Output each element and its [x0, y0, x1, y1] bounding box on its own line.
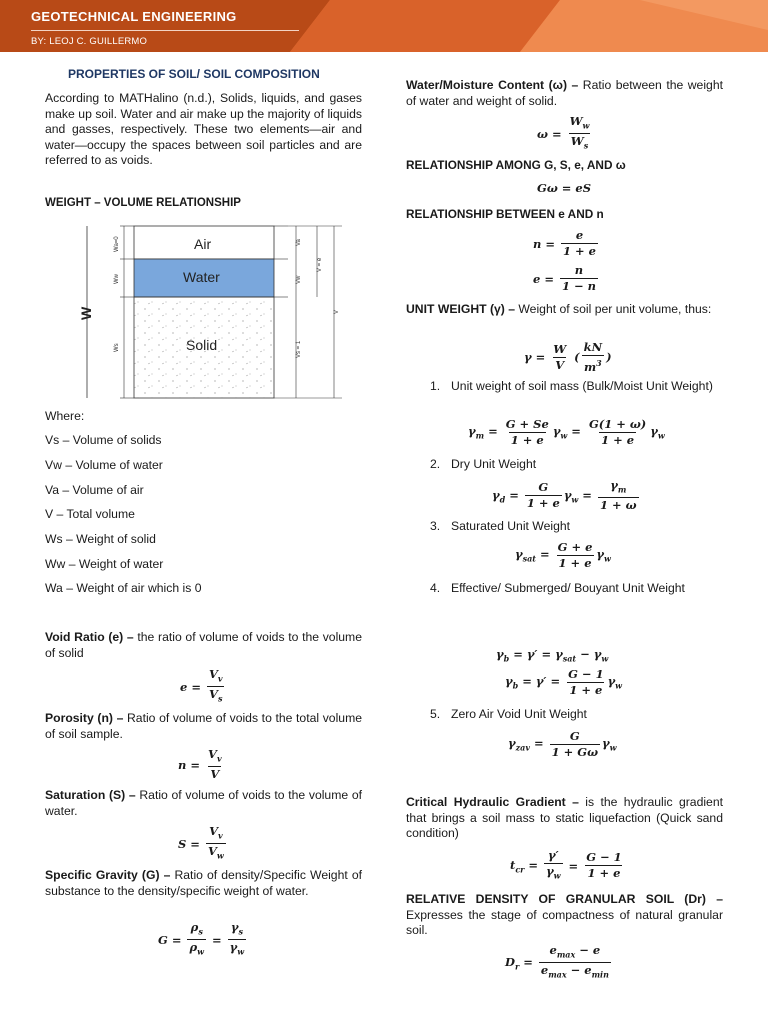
vw-label: Vw: [296, 275, 302, 284]
porosity-term: Porosity (n) –: [45, 711, 124, 725]
void-ratio-desc: the ratio of volume of voids to the volume of solid: [45, 630, 362, 660]
critical-gradient-paragraph: [406, 795, 723, 842]
definition-item: Ws – Weight of solid: [45, 532, 156, 546]
vs-label: Vs = 1: [296, 340, 302, 358]
unit-weight-desc: Weight of soil per unit volume, thus:: [515, 302, 712, 316]
list-item: 5. Zero Air Void Unit Weight: [430, 707, 587, 721]
buoyant-unit-weight-formula-2: $\gamma_b = \gamma'$ = $\frac{G - 1}{1 + e}$ $\gamma_w$: [505, 667, 623, 697]
saturation-desc: Ratio of volume of voids to the volume of water.: [45, 788, 363, 818]
solid-label: Solid: [186, 337, 218, 353]
definition-item: V – Total volume: [45, 507, 135, 521]
list-item: 1. Unit weight of soil mass (Bulk/Moist Unit Weight): [430, 379, 713, 393]
phase-diagram: [72, 222, 352, 402]
saturation-formula: S = $\frac{V_v}{V_w}$: [178, 824, 224, 861]
relative-density-term: RELATIVE DENSITY OF GRANULAR SOIL (Dr) –: [406, 892, 723, 906]
list-item: 3. Saturated Unit Weight: [430, 519, 571, 533]
water-content-term: Water/Moisture Content (ω) –: [406, 78, 579, 92]
relationship-gse-formula: Gω = eS: [537, 181, 592, 195]
specific-gravity-formula: G = $\frac{\rho_s}{\rho_w}$ = $\frac{\gamma_s}{\gamma_w}$: [158, 920, 245, 957]
definition-item: Vs – Volume of solids: [45, 433, 162, 447]
where-label: Where:: [45, 409, 85, 423]
v-label: V: [334, 309, 340, 314]
unit-weight-formula: γ = $\frac{W}{V}$ ( $\frac{kN}{m^3}$ ): [524, 340, 612, 374]
relative-density-formula: $D_r$ = $\frac{e_{max} - e}{e_{max} - e_{min}}$: [505, 943, 609, 980]
vv-label: V = e: [317, 257, 323, 272]
unit-weight-paragraph: [406, 302, 723, 318]
definition-item: Ww – Weight of water: [45, 557, 164, 571]
air-label: Air: [194, 236, 212, 252]
specific-gravity-paragraph: [45, 868, 362, 899]
porosity-desc: Ratio of volume of voids to the total volume of soil sample.: [45, 711, 362, 741]
weight-volume-title: WEIGHT – VOLUME RELATIONSHIP: [45, 197, 241, 209]
definition-item: Vw – Volume of water: [45, 458, 163, 472]
header-banner: [0, 0, 768, 52]
saturated-unit-weight-formula: $\gamma_{sat}$ = $\frac{G + e}{1 + e}$ $\gamma_w$: [515, 540, 611, 570]
water-content-paragraph: [406, 78, 723, 109]
relationship-gse-title: RELATIONSHIP AMONG G, S, e, AND ω: [406, 158, 626, 172]
saturation-term: Saturation (S) –: [45, 788, 136, 802]
e-from-porosity-formula: e = $\frac{n}{1 - n}$: [533, 263, 596, 293]
ww-label: Ww: [114, 274, 120, 284]
critical-gradient-desc: is the hydraulic gradient that brings a soil mass to static liquefaction (Quick sand condition): [406, 795, 723, 841]
w-label: W: [78, 306, 94, 320]
list-item: 4. Effective/ Submerged/ Bouyant Unit Weight: [430, 581, 685, 595]
wa-label: Wa=0: [114, 236, 120, 252]
zero-air-void-formula: $\gamma_{zav}$ = $\frac{G}{1 + G\omega}$ $\gamma_w$: [508, 729, 617, 759]
saturation-paragraph: [45, 788, 362, 819]
definition-item: Va – Volume of air: [45, 483, 144, 497]
relative-density-desc: Expresses the stage of compactness of natural granular soil.: [406, 907, 723, 938]
va-label: Va: [296, 239, 302, 246]
bulk-unit-weight-formula: $\gamma_m$ = $\frac{G + Se}{1 + e}$ $\gamma_w$ = $\frac{G(1 + \omega)}{1 + e}$ $\gamma_w$: [468, 417, 665, 447]
ws-label: Ws: [114, 343, 120, 352]
void-ratio-formula: e = $\frac{V_v}{V_s}$: [180, 667, 223, 704]
water-content-formula: ω = $\frac{W_w}{W_s}$: [537, 114, 590, 151]
specific-gravity-desc: Ratio of density/Specific Weight of substance to the density/specific weight of water.: [45, 868, 362, 898]
relationship-en-title: RELATIONSHIP BETWEEN e AND n: [406, 207, 604, 221]
specific-gravity-term: Specific Gravity (G) –: [45, 868, 171, 882]
author-line: BY: LEOJ C. GUILLERMO: [31, 36, 148, 47]
critical-gradient-term: Critical Hydraulic Gradient –: [406, 795, 579, 809]
document-title: GEOTECHNICAL ENGINEERING: [31, 9, 237, 24]
intro-paragraph: According to MATHalino (n.d.), Solids, liquids, and gases make up soil. Water and air make up the majority of liquids and gasses, respectively. These two elements—air and water—occupy the spaces between soil particles and are referred to as voids.: [45, 91, 362, 168]
header-rule: [31, 30, 299, 31]
buoyant-unit-weight-formula: $\gamma_b = \gamma' = \gamma_{sat} - \gamma_w$: [496, 647, 609, 664]
void-ratio-term: Void Ratio (e) –: [45, 630, 134, 644]
porosity-formula: n = $\frac{V_v}{V}$: [178, 747, 222, 782]
relative-density-paragraph: [406, 892, 723, 939]
water-label: Water: [183, 269, 220, 285]
list-item: 2. Dry Unit Weight: [430, 457, 537, 471]
void-ratio-paragraph: [45, 630, 362, 661]
dry-unit-weight-formula: $\gamma_d$ = $\frac{G}{1 + e}$ $\gamma_w$ = $\frac{\gamma_m}{1 + \omega}$: [492, 478, 637, 513]
porosity-from-e-formula: n = $\frac{e}{1 + e}$: [533, 228, 596, 258]
definition-item: Wa – Weight of air which is 0: [45, 581, 202, 595]
unit-weight-term: UNIT WEIGHT (γ) –: [406, 302, 516, 316]
critical-gradient-formula: $t_{cr}$ = $\frac{\gamma'}{\gamma_w}$ = $\frac{G - 1}{1 + e}$: [510, 848, 622, 881]
section-title: PROPERTIES OF SOIL/ SOIL COMPOSITION: [68, 67, 320, 81]
porosity-paragraph: [45, 711, 362, 742]
water-content-desc: Ratio between the weight of water and weight of solid.: [406, 78, 723, 108]
